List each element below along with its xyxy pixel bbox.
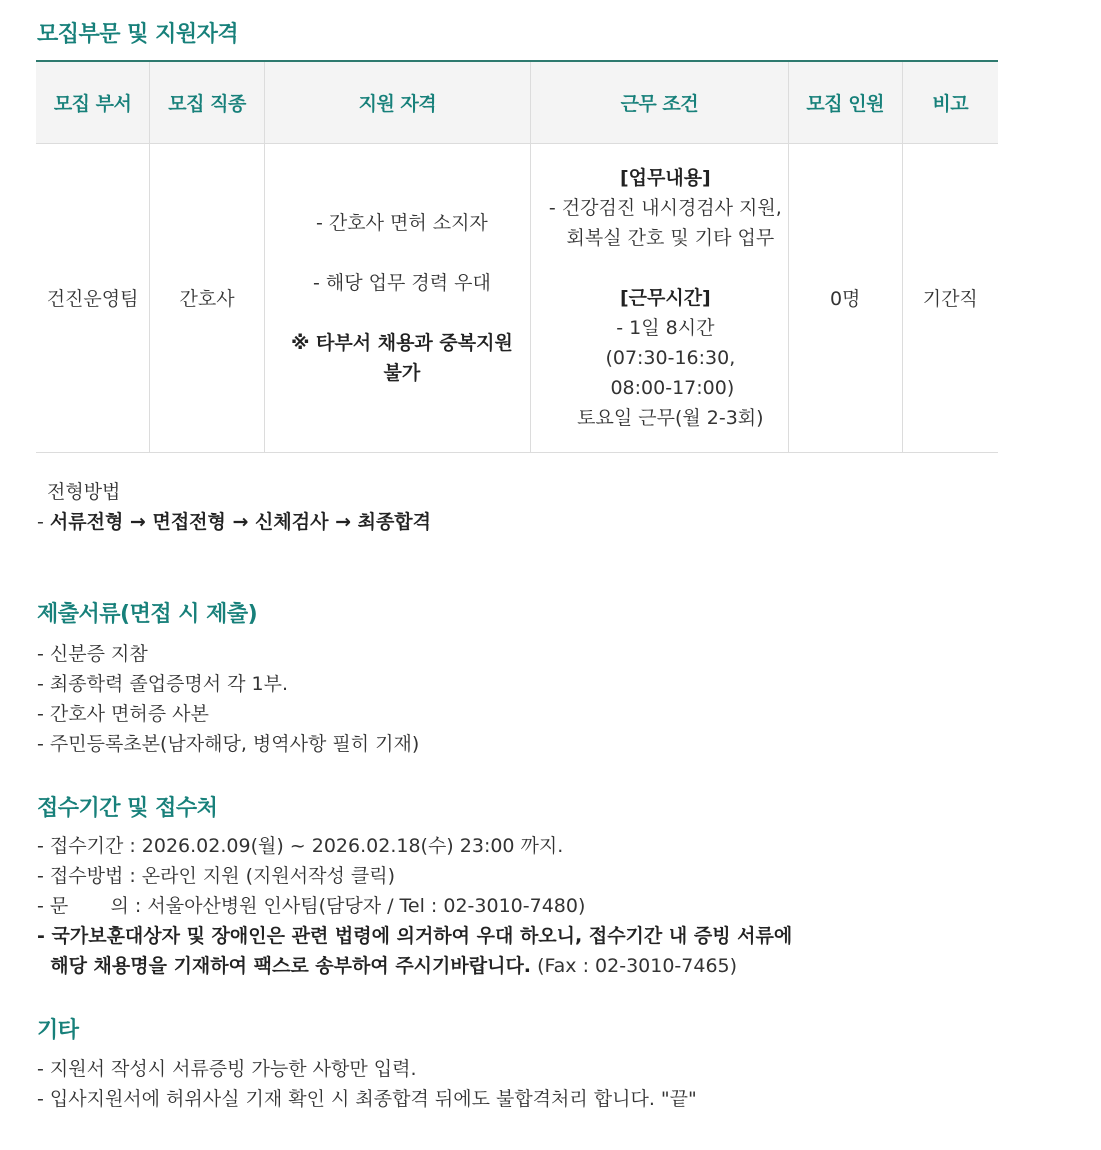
- fax-number: (Fax : 02-3010-7465): [531, 955, 738, 977]
- list-item-bold: 해당 채용명을 기재하여 팩스로 송부하여 주시기바랍니다.: [37, 955, 532, 977]
- etc-section-title: 기타: [37, 1018, 79, 1043]
- docs-section-title: 제출서류(면접 시 제출): [37, 602, 258, 627]
- conditions-line: 토요일 근무(월 2-3회): [577, 406, 764, 429]
- period-list: [37, 831, 792, 981]
- etc-list: [37, 1054, 697, 1114]
- recruit-table: [36, 60, 998, 453]
- list-item: - 문 의 : 서울아산병원 인사팀(담당자 / Tel : 02-3010-7480): [37, 895, 586, 917]
- cell-note: 기간직: [902, 143, 998, 452]
- table-row: [36, 143, 998, 452]
- period-section-title: 접수기간 및 접수처: [37, 796, 218, 821]
- conditions-heading-duties: [업무내용]: [619, 166, 711, 189]
- list-item: - 입사지원서에 허위사실 기재 확인 시 최종합격 뒤에도 불합격처리 합니다. "끝": [37, 1088, 697, 1110]
- conditions-line: 08:00-17:00): [610, 376, 735, 399]
- list-item: - 접수방법 : 온라인 지원 (지원서작성 클릭): [37, 865, 395, 887]
- header-dept: 모집 부서: [36, 61, 150, 143]
- header-qualification: 지원 자격: [264, 61, 530, 143]
- docs-list: [37, 639, 419, 759]
- header-conditions: 근무 조건: [530, 61, 788, 143]
- qualification-line: - 간호사 면허 소지자: [315, 211, 488, 234]
- qualification-line: - 해당 업무 경력 우대: [312, 271, 491, 294]
- list-item-bold: - 국가보훈대상자 및 장애인은 관련 법령에 의거하여 우대 하오니, 접수기간 내 증빙 서류에: [37, 925, 793, 947]
- list-item: - 지원서 작성시 서류증빙 가능한 사항만 입력.: [37, 1058, 417, 1080]
- header-note: 비고: [902, 61, 998, 143]
- conditions-line: - 건강검진 내시경검사 지원,: [548, 196, 782, 219]
- list-item: - 간호사 면허증 사본: [37, 703, 209, 725]
- list-item: - 접수기간 : 2026.02.09(월) ~ 2026.02.18(수) 23:00 까지.: [37, 835, 564, 857]
- selection-prefix: -: [37, 511, 50, 533]
- table-header-row: [36, 61, 998, 143]
- qualification-warning: ※ 타부서 채용과 중복지원: [290, 331, 513, 354]
- cell-job: 간호사: [150, 143, 265, 452]
- cell-count: 0명: [788, 143, 902, 452]
- conditions-heading-hours: [근무시간]: [619, 286, 711, 309]
- recruit-section-title: 모집부문 및 지원자격: [37, 22, 239, 47]
- conditions-line: (07:30-16:30,: [605, 346, 736, 369]
- selection-label: 전형방법: [47, 481, 121, 503]
- header-count: 모집 인원: [788, 61, 902, 143]
- selection-steps: [37, 507, 431, 537]
- conditions-line: - 1일 8시간: [616, 316, 715, 339]
- cell-conditions: [530, 143, 788, 452]
- selection-steps-text: 서류전형 → 면접전형 → 신체검사 → 최종합격: [49, 511, 432, 533]
- list-item: - 신분증 지참: [37, 643, 148, 665]
- cell-qualification: [264, 143, 530, 452]
- conditions-line: 회복실 간호 및 기타 업무: [566, 226, 775, 249]
- cell-dept: 건진운영팀: [36, 143, 150, 452]
- list-item: - 주민등록초본(남자해당, 병역사항 필히 기재): [37, 733, 420, 755]
- qualification-warning: 불가: [383, 361, 421, 384]
- header-job: 모집 직종: [150, 61, 265, 143]
- list-item: - 최종학력 졸업증명서 각 1부.: [37, 673, 289, 695]
